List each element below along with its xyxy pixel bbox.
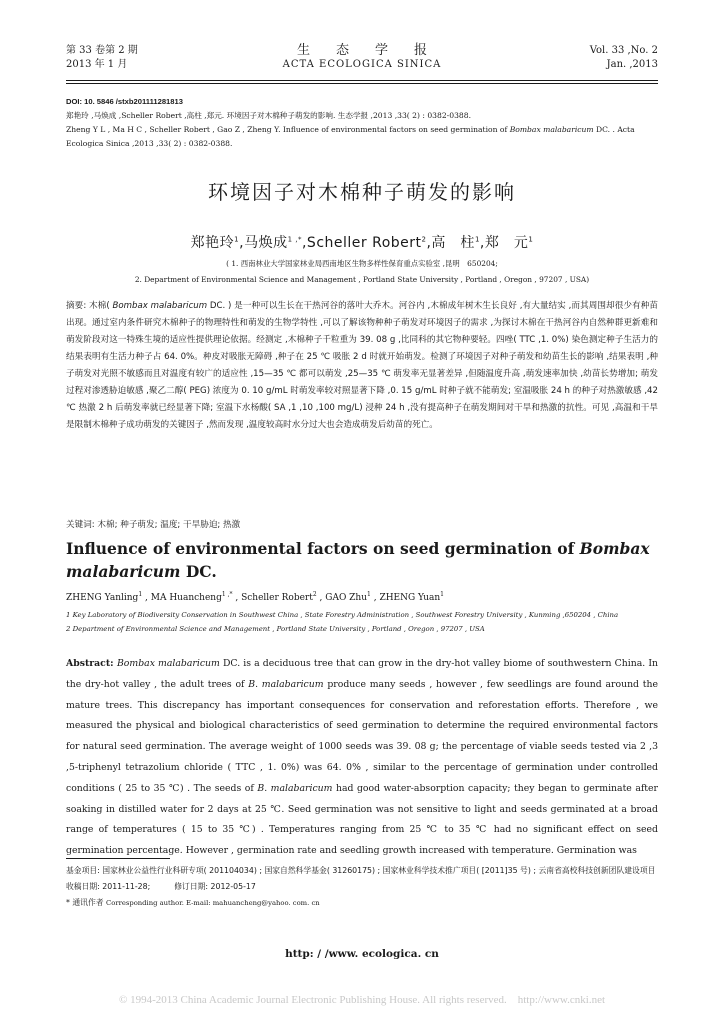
abstract-en-text-1: DC. is a deciduous tree that can grow in the dry-hot valley biome of southwestern China. In the dry-hot valley , the adult trees of [66,658,659,690]
title-en-prefix: Influence of environmental factors on seed germination of [66,539,580,558]
author-cn-3-sup: 2 [421,235,427,244]
citation-en [66,123,658,151]
keywords-cn-label: 关键词: [66,520,98,530]
authors-en [66,588,658,605]
affiliations-cn [66,256,658,288]
citation-en-species: Bombax malabaricum [509,125,594,134]
author-cn-1: 郑艳玲 [190,235,235,251]
author-cn-5: ,郑 元 [479,235,529,251]
header-rule-thin [66,83,658,84]
citation-cn: 郑艳玲 ,马焕成 ,Scheller Robert ,高柱 ,郑元. 环境因子对木棉种子萌发的影响. 生态学报 ,2013 ,33( 2) : 0382-0388. [66,111,471,120]
affiliation-en-2: 2 Department of Environmental Science and Management , Portland State University , Portland , Oregon , 97207 , USA [66,625,485,633]
citation-en-suffix: DC. . Acta Ecologica Sinica ,2013 ,33( 2) : 0382-0388. [66,125,635,148]
affiliations-en [66,608,658,636]
title-en-genus: Bombax [579,539,650,558]
affiliation-cn-2: 2. Department of Environmental Science and Management , Portland State University , Portland , Oregon , 97207 , USA) [134,275,590,284]
received-date: 收稿日期: 2011-11-28; [66,882,151,891]
corresponding-note [66,895,658,911]
title-en-suffix: DC. [180,562,217,581]
author-en-1-sup: 1 [138,591,143,598]
author-cn-1-sup: 1 [234,235,240,244]
abstract-en-species-2: B. malabaricum [248,678,324,690]
dates-note [66,879,658,895]
abstract-en-label: Abstract: [66,658,117,669]
keywords-cn [66,517,658,534]
corresponding-label: * 通讯作者 [66,898,107,907]
abstract-cn-text-1: 木棉( [89,301,113,311]
header-rule-thick [66,80,658,81]
author-en-3: , Scheller Robert [232,593,313,603]
author-cn-2: ,马焕成 [239,235,288,251]
abstract-en-text-2: produce many seeds , however , few seedlings are found around the mature trees. This discrepancy has important consequences for conservation and reforestation efforts. Therefore , we measured the physical and biological characteristics of seed germination to determine the required environmental factors for natural seed germination. The average weight of 1000 seeds was 39. 08 g; the percentage of viable seeds tested via 2 ,3 ,5-triphenyl tetrazolium chloride ( TTC , 1. 0%) was 64. 0% , similar to the percentage of germination under controlled conditions ( 25 to 35 ℃) . The seeds of [66,678,658,794]
abstract-cn-label: 摘要: [66,301,90,311]
author-cn-2-sup: 1 ,* [287,235,302,244]
author-en-2-sup: 1 ,* [221,591,233,598]
abstract-en [66,654,658,862]
header-volume-en [590,44,658,72]
author-en-5-sup: 1 [440,591,444,598]
abstract-cn-species: Bombax malabaricum [112,301,208,311]
date-en: Jan. ,2013 [606,59,658,70]
keywords-cn-text: 木棉; 种子萌发; 温度; 干旱胁迫; 热激 [97,520,241,530]
abstract-en-species-3: B. malabaricum [257,782,333,794]
citation-en-prefix: Zheng Y L , Ma H C , Scheller Robert , Gao Z , Zheng Y. Influence of environmental factors on seed germination of [66,125,510,134]
volume-issue-cn: 第 33 卷第 2 期 [66,45,138,56]
author-cn-4-sup: 1 [474,235,480,244]
abstract-en-text-3: had good water-absorption capacity; they began to germinate after soaking in distilled water for 2 days at 25 ℃. Seed germination was not sensitive to light and seeds germinated at a broad range of temperatures ( 15 to 35 ℃) . Temperatures ranging from 25 ℃ to 35 ℃ had no significant effect on seed germination percentage. However , germination rate and seedling growth increased with temperature. Germination was [66,782,658,857]
author-en-5: , ZHENG Yuan [370,593,441,603]
affiliation-cn-1: ( 1. 西南林业大学国家林业局西南地区生物多样性保育重点实验室 ,昆明 650204; [226,259,498,268]
funding-note: 基金项目: 国家林业公益性行业科研专项( 201104034) ; 国家自然科学基金( 31260175) ; 国家林业科学技术推广项目( [2011]35 号) ; 云南省高校科技创新团队建设项目 [66,866,656,875]
author-en-3-sup: 2 [312,591,317,598]
citation-block [66,95,658,151]
copyright-watermark: © 1994-2013 China Academic Journal Electronic Publishing House. All rights reserved. http://www.cnki.net [118,994,606,1006]
affiliation-en-1: 1 Key Laboratory of Biodiversity Conservation in Southwest China , State Forestry Administration , Southwest Forestry University , Kunming ,650204 , China [66,611,619,619]
author-en-1: ZHENG Yanling [66,593,139,603]
date-cn: 2013 年 1 月 [66,59,128,70]
abstract-cn [66,298,658,434]
journal-title-en: ACTA ECOLOGICA SINICA [282,59,442,70]
author-en-4-sup: 1 [367,591,371,598]
abstract-en-species-1: Bombax malabaricum [116,658,220,669]
author-cn-3: ,Scheller Robert [301,235,422,251]
author-cn-4: ,高 柱 [426,235,475,251]
volume-issue-en: Vol. 33 ,No. 2 [589,45,658,56]
author-cn-5-sup: 1 [528,235,534,244]
doi[interactable]: DOI: 10. 5846 /stxb201111281813 [66,97,183,106]
journal-title-cn: 生态学报 [296,43,453,58]
article-title-en [66,537,658,583]
title-en-species: malabaricum [66,562,181,581]
article-title-cn: 环境因子对木棉种子萌发的影响 [208,180,516,204]
journal-url[interactable]: http: / /www. ecologica. cn [285,948,439,960]
corresponding-email[interactable]: Corresponding author. E-mail: mahuancheng@yahoo. com. cn [106,899,320,907]
authors-cn [66,232,658,252]
abstract-cn-text-2: DC. ) 是一种可以生长在干热河谷的落叶大乔木。河谷内 ,木棉成年树木生长良好 ,有大量结实 ,而其周围却很少有种苗出现。通过室内条件研究木棉种子的物理特性和萌发的生物学特性 ,可以了解该物种种子萌发对环境因子的需求 ,为探讨木棉在干热河谷内自然种群更新难和萌发阶段对这一特殊生境的适应性提供理论依据。经测定 ,木棉种子千粒重为 39. 08 g ,比同科的其它物种要轻。四唑( TTC ,1. 0%) 染色测定种子生活力的结果表明有生活力种子占 64. 0%。种皮对吸胀无障碍 ,种子在 25 ℃ 吸胀 2 d 时就开始萌发。检测了环境因子对种子萌发和幼苗生长的影响 ,结果表明 ,种子萌发对光照不敏感而且对温度有较广的适应性 ,15—35 ℃ 都可以萌发 ,25—35 ℃ 萌发率无显著差异 ,但随温度升高 ,萌发速率加快 ,幼苗长势增加; 萌发过程对渗透胁迫敏感 ,聚乙二醇( PEG) 浓度为 0. 10 g/mL 时萌发率较对照显著下降 ,0. 15 g/mL 时种子就不能萌发; 室温吸胀 24 h 的种子对热激敏感 ,42 ℃ 热激 2 h 后萌发率就已经显著下降; 室温下水杨酸( SA ,1 ,10 ,100 mg/L) 浸种 24 h ,没有提高种子在萌发期间对干旱和热激的抗性。可见 ,高温和干旱是限制木棉种子成功萌发的关键因子 ,然而发现 ,温度较高时水分过大也会造成萌发后幼苗的死亡。 [66,301,658,430]
header-journal [66,44,658,72]
author-en-4: , GAO Zhu [316,593,368,603]
footnote-rule [66,858,170,859]
footnotes [66,863,658,911]
author-en-2: , MA Huancheng [142,593,222,603]
revised-date: 修订日期: 2012-05-17 [174,882,256,891]
running-header [66,44,658,78]
